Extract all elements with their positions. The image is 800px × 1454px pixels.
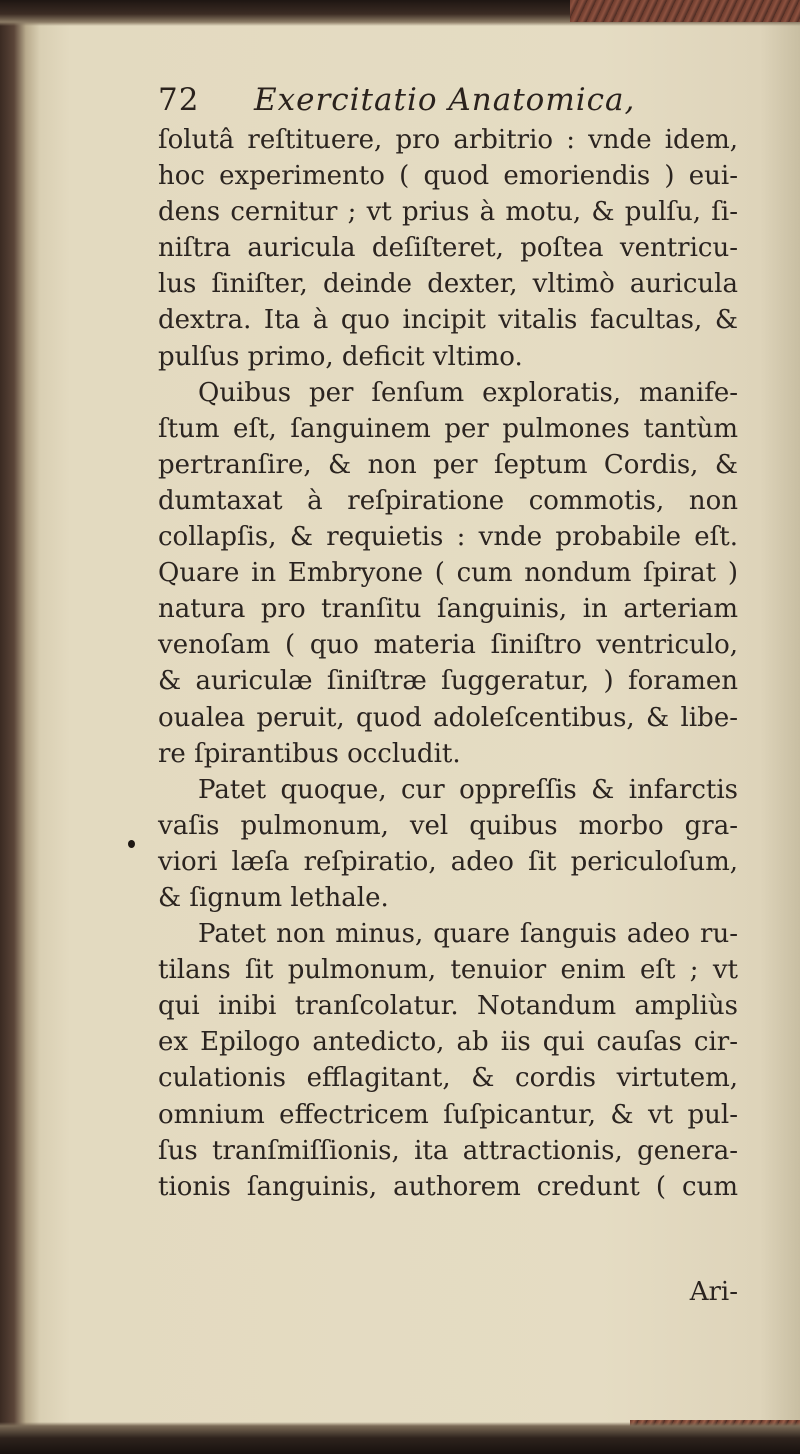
text-line: venoſam ( quo materia ſiniſtro ventriculo,: [158, 630, 738, 661]
catchword: Ari-: [689, 1277, 738, 1307]
text-line: ex Epilogo antedicto, ab iis qui cauſas cir-: [158, 1027, 738, 1058]
text-line: Quibus per ſenſum exploratis, manife-: [198, 377, 738, 408]
text-line: lus ſiniſter, deinde dexter, vltimò auricula: [158, 269, 738, 300]
running-head: [158, 78, 738, 122]
text-line: & ſignum lethale.: [158, 882, 389, 913]
text-line: tionis ſanguinis, authorem credunt ( cum: [158, 1171, 738, 1202]
text-line: dextra. Ita à quo incipit vitalis facultas, &: [158, 305, 738, 336]
margin-ink-dot: [128, 840, 135, 848]
text-line: vaſis pulmonum, vel quibus morbo gra-: [158, 810, 738, 841]
text-line: culationis efflagitant, & cordis virtutem,: [158, 1063, 738, 1094]
text-line: ſolutâ reſtituere, pro arbitrio : vnde idem,: [158, 125, 738, 155]
text-line: oualea peruit, quod adoleſcentibus, & libe-: [158, 702, 738, 733]
text-line: Patet quoque, cur oppreſſis & infarctis: [198, 774, 738, 805]
text-line: omnium effectricem ſuſpicantur, & vt pul-: [158, 1099, 738, 1130]
text-line: & auriculæ ſiniſtræ ſuggeratur, ) foramen: [158, 666, 738, 697]
text-line: re ſpirantibus occludit.: [158, 738, 461, 769]
text-line: ſtum eſt, ſanguinem per pulmones tantùm: [158, 413, 738, 444]
book-page: [158, 78, 738, 1307]
text-line: qui inibi tranſcolatur. Notandum ampliùs: [158, 991, 738, 1022]
text-line: dumtaxat à reſpiratione commotis, non: [158, 485, 738, 516]
page-number: 72: [158, 82, 200, 118]
text-line: natura pro tranſitu ſanguinis, in arteriam: [158, 594, 738, 625]
text-line: niſtra auricula deſiſteret, poſtea ventricu-: [158, 233, 738, 264]
text-line: tilans ſit pulmonum, tenuior enim eſt ; vt: [158, 955, 738, 986]
running-title: Exercitatio Anatomica,: [254, 82, 636, 118]
body-text: [158, 122, 738, 1205]
bottom-book-edge: [0, 1422, 800, 1454]
text-line: viori læſa reſpiratio, adeo ſit periculoſum,: [158, 846, 738, 877]
text-line: pulſus primo, deficit vltimo.: [158, 341, 523, 372]
text-line: dens cernitur ; vt prius à motu, & pulſu, ſi-: [158, 197, 738, 228]
top-ribbon-bookmark: [570, 0, 800, 22]
text-line: hoc experimento ( quod emoriendis ) eui-: [158, 161, 738, 192]
text-line: collapſis, & requietis : vnde probabile eſt.: [158, 522, 738, 553]
text-line: pertranſire, & non per ſeptum Cordis, &: [158, 449, 738, 480]
text-line: ſus tranſmiſſionis, ita attractionis, genera-: [158, 1135, 738, 1166]
text-line: Quare in Embryone ( cum nondum ſpirat ): [158, 558, 738, 589]
text-line: Patet non minus, quare ſanguis adeo ru-: [198, 919, 738, 950]
